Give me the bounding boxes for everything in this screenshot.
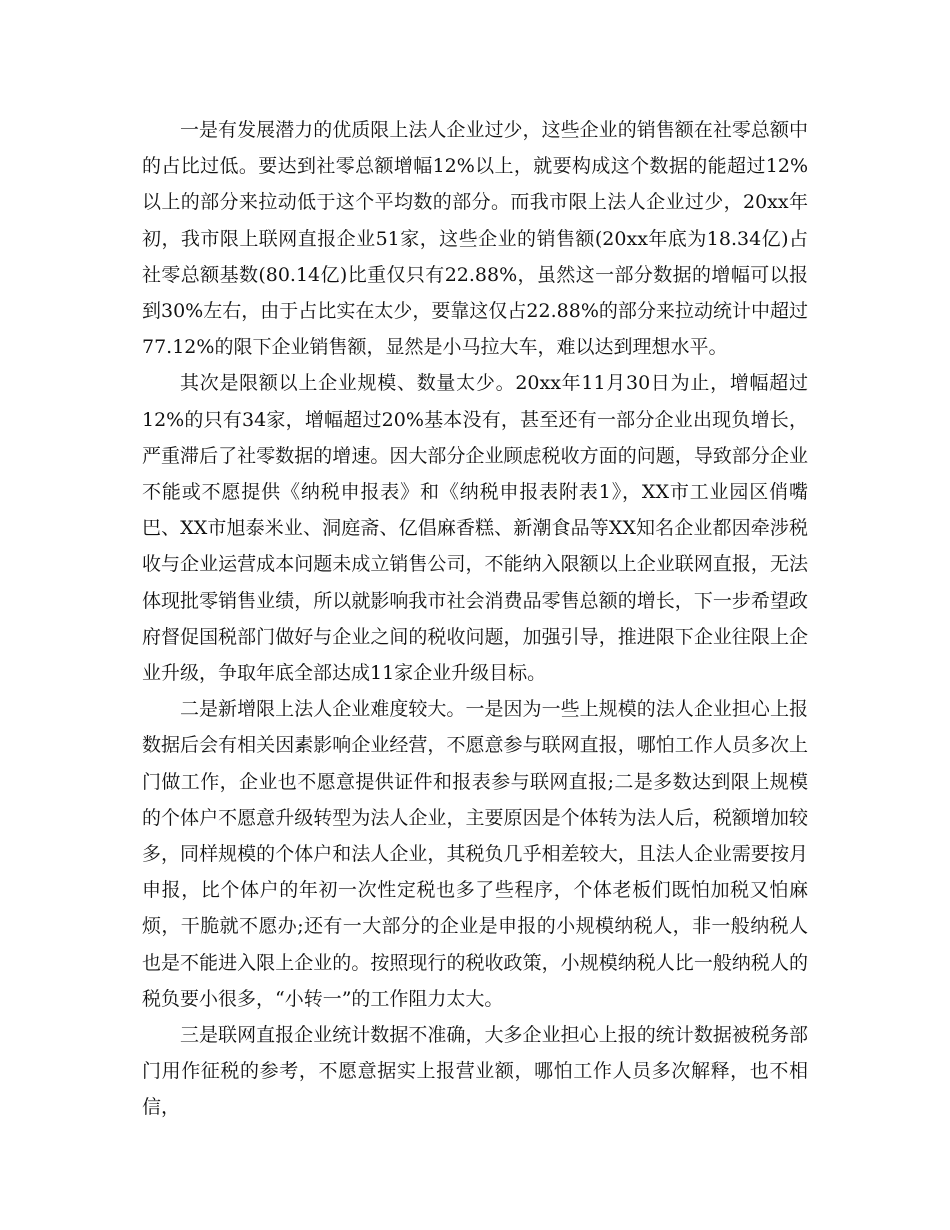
paragraph-1: 一是有发展潜力的优质限上法人企业过少，这些企业的销售额在社零总额中的占比过低。要达到社零总额增幅12%以上，就要构成这个数据的能超过12%以上的部分来拉动低于这个平均数的部分。而我市限上法人企业过少，20xx年初，我市限上联网直报企业51家，这些企业的销售额(20xx年底为18.34亿)占社零总额基数(80.14亿)比重仅只有22.88%，虽然这一部分数据的增幅可以报到30%左右，由于占比实在太少，要靠这仅占22.88%的部分来拉动统计中超过77.12%的限下企业销售额，显然是小马拉大车，难以达到理想水平。 — [142, 119, 808, 359]
paragraph-3: 二是新增限上法人企业难度较大。一是因为一些上规模的法人企业担心上报数据后会有相关因素影响企业经营，不愿意参与联网直报，哪怕工作人员多次上门做工作，企业也不愿意提供证件和报表参与联网直报;二是多数达到限上规模的个体户不愿意升级转型为法人企业，主要原因是个体转为法人后，税额增加较多，同样规模的个体户和法人企业，其税负几乎相差较大，且法人企业需要按月申报，比个体户的年初一次性定税也多了些程序，个体老板们既怕加税又怕麻烦，干脆就不愿办;还有一大部分的企业是申报的小规模纳税人，非一般纳税人也是不能进入限上企业的。按照现行的税收政策，小规模纳税人比一般纳税人的税负要小很多，“小转一”的工作阻力太大。 — [142, 698, 808, 1010]
document-body — [142, 112, 808, 1126]
paragraph-4: 三是联网直报企业统计数据不准确，大多企业担心上报的统计数据被税务部门用作征税的参考，不愿意据实上报营业额，哪怕工作人员多次解释，也不相信， — [142, 1024, 808, 1119]
paragraph-2: 其次是限额以上企业规模、数量太少。20xx年11月30日为止，增幅超过12%的只有34家，增幅超过20%基本没有，甚至还有一部分企业出现负增长，严重滞后了社零数据的增速。因大部分企业顾虑税收方面的问题，导致部分企业不能或不愿提供《纳税申报表》和《纳税申报表附表1》，XX市工业园区俏嘴巴、XX市旭泰米业、洞庭斋、亿倡麻香糕、新潮食品等XX知名企业都因牵涉税收与企业运营成本问题未成立销售公司，不能纳入限额以上企业联网直报，无法体现批零销售业绩，所以就影响我市社会消费品零售总额的增长，下一步希望政府督促国税部门做好与企业之间的税收问题，加强引导，推进限下企业往限上企业升级，争取年底全部达成11家企业升级目标。 — [142, 372, 808, 685]
